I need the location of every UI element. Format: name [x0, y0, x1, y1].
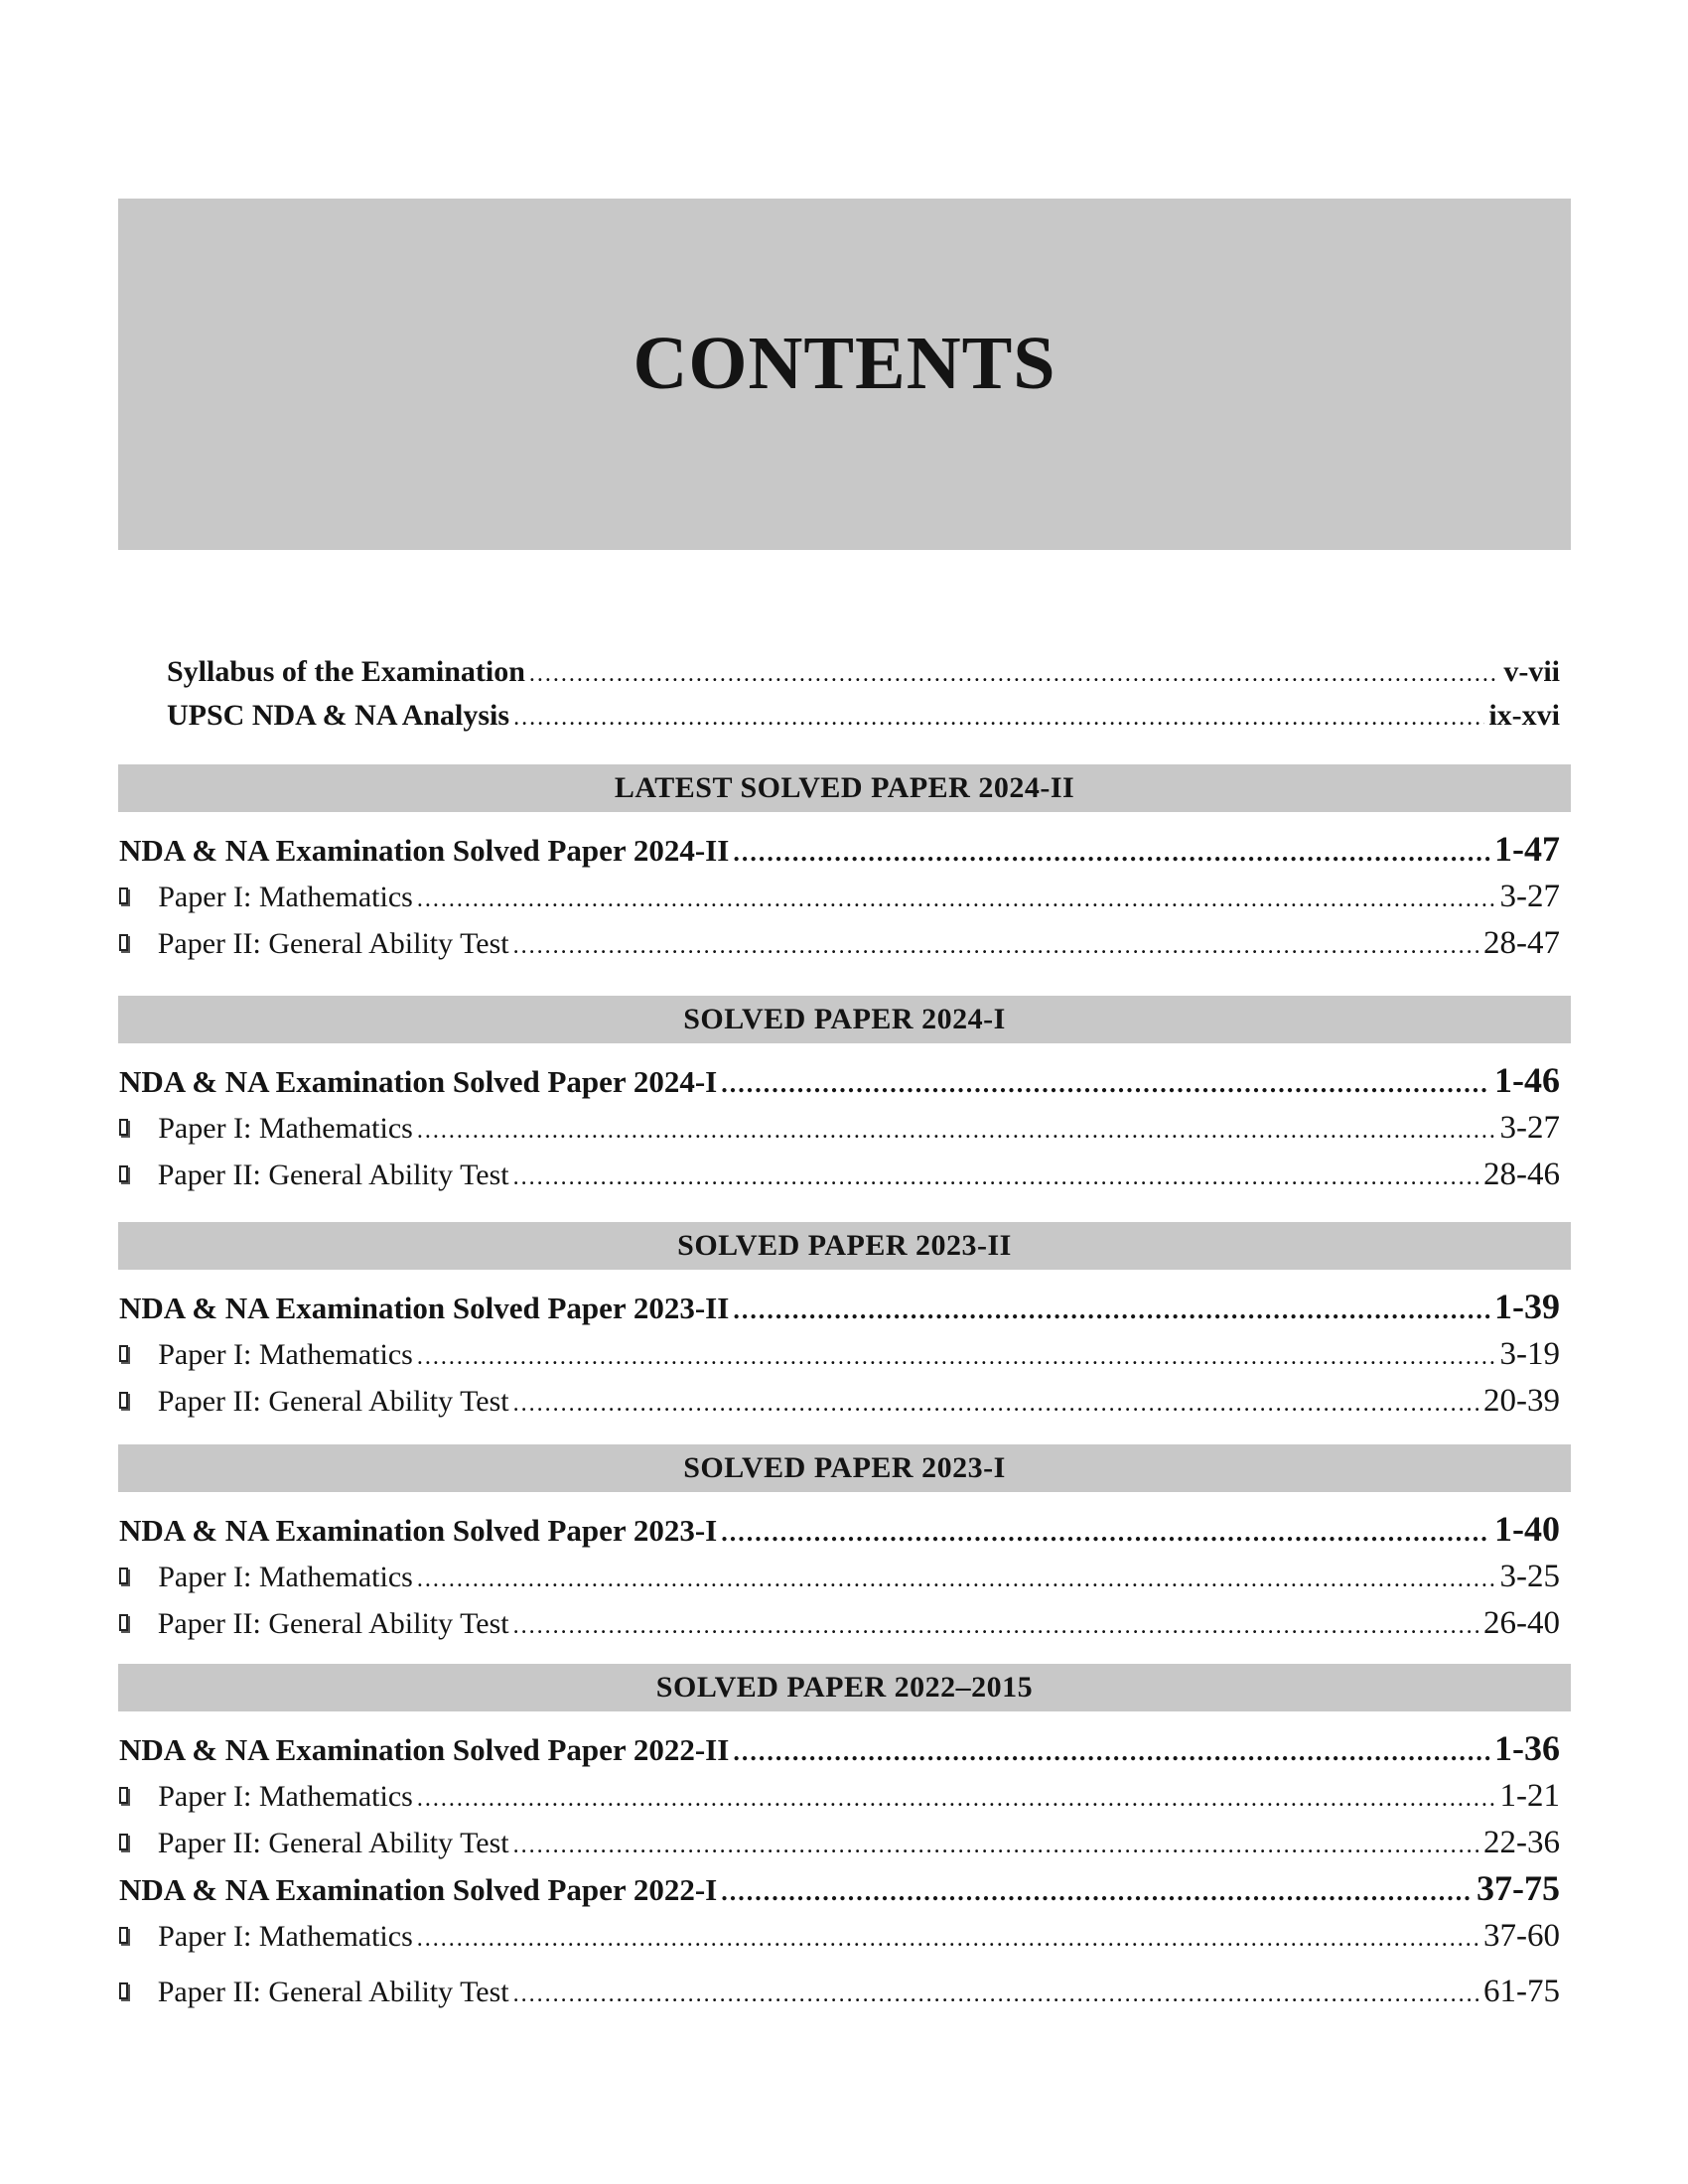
checkbox-bullet-icon [119, 1345, 128, 1362]
paper-pages: 37-75 [1477, 1868, 1560, 1908]
paper-title: NDA & NA Examination Solved Paper 2022-I [119, 1872, 718, 1907]
toc-entry-pages: ix-xvi [1488, 699, 1560, 732]
subentry-label: Paper II: General Ability Test [157, 1385, 509, 1418]
toc-subentry[interactable] [119, 1974, 1560, 2010]
page-title: CONTENTS [633, 322, 1056, 405]
subentry-pages: 61-75 [1483, 1974, 1560, 2009]
dot-leader [721, 1069, 1490, 1099]
toc-subentry[interactable] [119, 1383, 1560, 1420]
toc-subentry[interactable] [119, 1110, 1560, 1147]
subentry-label: Paper I: Mathematics [158, 1338, 413, 1371]
toc-paper-entry[interactable] [119, 828, 1560, 870]
section-heading: LATEST SOLVED PAPER 2024-II [118, 764, 1571, 812]
checkbox-bullet-icon [119, 1614, 128, 1631]
subentry-pages: 26-40 [1483, 1605, 1560, 1641]
dot-leader [513, 933, 1479, 960]
toc-subentry[interactable] [119, 925, 1560, 962]
subentry-pages: 37-60 [1483, 1918, 1560, 1954]
paper-title: NDA & NA Examination Solved Paper 2024-II [119, 833, 730, 868]
dot-leader [513, 1391, 1479, 1418]
subentry-pages: 3-27 [1499, 1110, 1560, 1146]
dot-leader [513, 1981, 1479, 2008]
toc-subentry[interactable] [119, 1605, 1560, 1642]
dot-leader [733, 838, 1490, 868]
dot-leader [733, 1296, 1490, 1325]
dot-leader [513, 1613, 1479, 1640]
toc-subentry[interactable] [119, 1778, 1560, 1815]
toc-subentry[interactable] [119, 1157, 1560, 1193]
subentry-label: Paper II: General Ability Test [157, 1827, 509, 1859]
toc-paper-entry[interactable] [119, 1286, 1560, 1327]
paper-title: NDA & NA Examination Solved Paper 2023-I [119, 1513, 718, 1548]
subentry-label: Paper I: Mathematics [158, 1112, 413, 1145]
section-heading: SOLVED PAPER 2024-I [118, 996, 1571, 1043]
subentry-pages: 28-47 [1483, 925, 1560, 961]
paper-title: NDA & NA Examination Solved Paper 2022-II [119, 1732, 730, 1767]
toc-entry-label: UPSC NDA & NA Analysis [167, 699, 510, 732]
dot-leader [733, 1737, 1490, 1767]
checkbox-bullet-icon [119, 1927, 128, 1944]
dot-leader [417, 1344, 1496, 1371]
dot-leader [529, 661, 1499, 688]
paper-pages: 1-39 [1494, 1287, 1560, 1326]
subentry-pages: 3-19 [1499, 1336, 1560, 1372]
dot-leader [721, 1518, 1490, 1548]
paper-title: NDA & NA Examination Solved Paper 2024-I [119, 1064, 718, 1099]
toc-entry-label: Syllabus of the Examination [167, 655, 525, 688]
dot-leader [417, 1926, 1479, 1953]
checkbox-bullet-icon [119, 1392, 128, 1409]
dot-leader [417, 887, 1496, 913]
dot-leader [417, 1118, 1496, 1145]
dot-leader [513, 1833, 1479, 1859]
subentry-label: Paper II: General Ability Test [157, 1607, 509, 1640]
subentry-pages: 20-39 [1483, 1383, 1560, 1419]
checkbox-bullet-icon [119, 1834, 128, 1850]
paper-pages: 1-46 [1494, 1060, 1560, 1100]
toc-paper-entry[interactable] [119, 1508, 1560, 1550]
toc-subentry[interactable] [119, 1918, 1560, 1955]
dot-leader [417, 1567, 1496, 1593]
section-heading: SOLVED PAPER 2023-I [118, 1444, 1571, 1492]
toc-paper-entry[interactable] [119, 1867, 1560, 1909]
subentry-pages: 3-27 [1499, 879, 1560, 914]
toc-subentry[interactable] [119, 1559, 1560, 1595]
subentry-pages: 1-21 [1499, 1778, 1560, 1814]
toc-entry-syllabus[interactable] [167, 655, 1560, 689]
subentry-pages: 22-36 [1483, 1825, 1560, 1860]
subentry-label: Paper I: Mathematics [158, 1561, 413, 1593]
paper-pages: 1-40 [1494, 1509, 1560, 1549]
subentry-label: Paper II: General Ability Test [157, 927, 509, 960]
dot-leader [513, 705, 1484, 732]
checkbox-bullet-icon [119, 1165, 128, 1182]
paper-title: NDA & NA Examination Solved Paper 2023-II [119, 1291, 730, 1325]
checkbox-bullet-icon [119, 1568, 128, 1584]
subentry-label: Paper I: Mathematics [158, 1780, 413, 1813]
dot-leader [513, 1164, 1479, 1191]
paper-pages: 1-47 [1494, 829, 1560, 869]
checkbox-bullet-icon [119, 1982, 128, 1999]
checkbox-bullet-icon [119, 934, 128, 951]
toc-paper-entry[interactable] [119, 1727, 1560, 1769]
section-heading: SOLVED PAPER 2023-II [118, 1222, 1571, 1270]
dot-leader [721, 1877, 1473, 1907]
subentry-pages: 28-46 [1483, 1157, 1560, 1192]
subentry-label: Paper I: Mathematics [158, 881, 413, 913]
dot-leader [417, 1786, 1496, 1813]
toc-paper-entry[interactable] [119, 1059, 1560, 1101]
subentry-label: Paper II: General Ability Test [157, 1976, 509, 2008]
subentry-pages: 3-25 [1499, 1559, 1560, 1594]
checkbox-bullet-icon [119, 1119, 128, 1136]
toc-subentry[interactable] [119, 1336, 1560, 1373]
toc-entry-analysis[interactable] [167, 699, 1560, 733]
checkbox-bullet-icon [119, 887, 128, 904]
subentry-label: Paper I: Mathematics [158, 1920, 413, 1953]
toc-subentry[interactable] [119, 879, 1560, 915]
subentry-label: Paper II: General Ability Test [157, 1159, 509, 1191]
paper-pages: 1-36 [1494, 1728, 1560, 1768]
toc-subentry[interactable] [119, 1825, 1560, 1861]
section-heading: SOLVED PAPER 2022–2015 [118, 1664, 1571, 1711]
toc-entry-pages: v-vii [1503, 655, 1560, 688]
checkbox-bullet-icon [119, 1787, 128, 1804]
